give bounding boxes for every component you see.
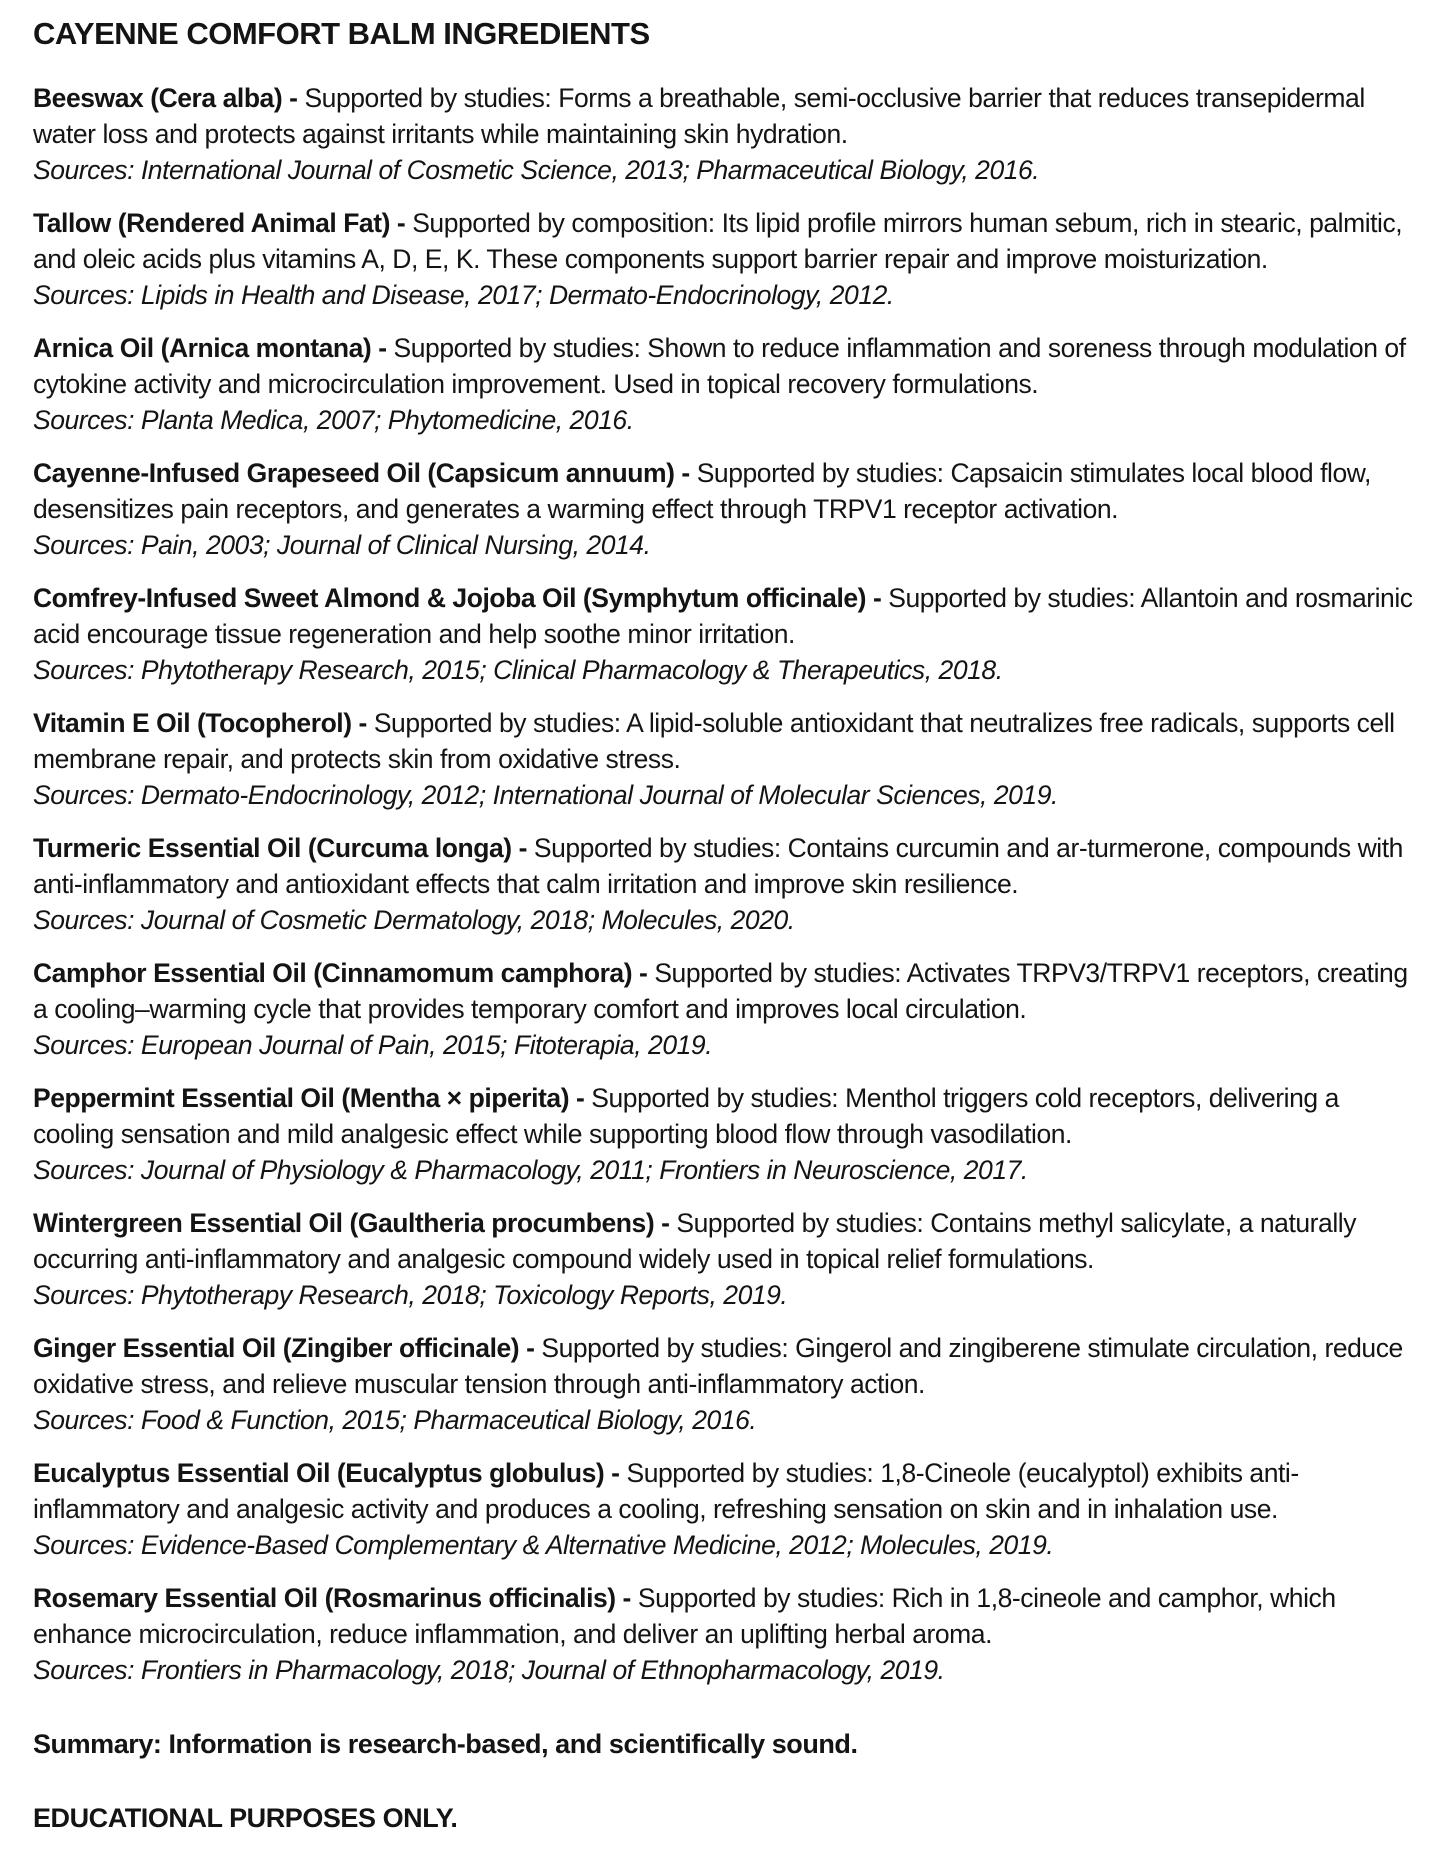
page-title: CAYENNE COMFORT BALM INGREDIENTS	[33, 16, 650, 51]
ingredient-description: Supported by studies: Activates TRPV3/TRPV1 receptors, creating a cooling–warming cycle that provides temporary comfort and improves local circulation.	[33, 958, 1408, 1024]
ingredient-entry	[33, 1205, 1417, 1313]
ingredient-name: Cayenne-Infused Grapeseed Oil (Capsicum annuum) -	[33, 458, 690, 488]
ingredient-description: Supported by studies: Allantoin and rosmarinic acid encourage tissue regeneration and help soothe minor irritation.	[33, 583, 1413, 649]
ingredient-description: Supported by studies: A lipid-soluble antioxidant that neutralizes free radicals, supports cell membrane repair, and protects skin from oxidative stress.	[33, 708, 1395, 774]
ingredient-entry	[33, 330, 1417, 438]
ingredient-sources: Sources: Pain, 2003; Journal of Clinical Nursing, 2014.	[33, 530, 651, 560]
ingredient-entry	[33, 1330, 1417, 1438]
ingredient-sources: Sources: Phytotherapy Research, 2018; Toxicology Reports, 2019.	[33, 1280, 788, 1310]
ingredient-entry	[33, 1580, 1417, 1688]
ingredient-sources: Sources: Planta Medica, 2007; Phytomedicine, 2016.	[33, 405, 634, 435]
ingredient-name: Turmeric Essential Oil (Curcuma longa) -	[33, 833, 527, 863]
ingredient-description: Supported by composition: Its lipid profile mirrors human sebum, rich in stearic, palmitic, and oleic acids plus vitamins A, D, E, K. These components support barrier repair and improve moisturization.	[33, 208, 1403, 274]
ingredient-sources: Sources: International Journal of Cosmetic Science, 2013; Pharmaceutical Biology, 2016.	[33, 155, 1040, 185]
summary-statement: Summary: Information is research-based, and scientifically sound.	[33, 1729, 858, 1759]
ingredient-entry	[33, 705, 1417, 813]
ingredient-entry	[33, 1080, 1417, 1188]
ingredient-sources: Sources: Journal of Physiology & Pharmacology, 2011; Frontiers in Neuroscience, 2017.	[33, 1155, 1028, 1185]
ingredient-sources: Sources: Food & Function, 2015; Pharmaceutical Biology, 2016.	[33, 1405, 757, 1435]
ingredient-name: Rosemary Essential Oil (Rosmarinus officinalis) -	[33, 1583, 631, 1613]
ingredient-description: Supported by studies: Rich in 1,8-cineole and camphor, which enhance microcirculation, reduce inflammation, and deliver an uplifting herbal aroma.	[33, 1583, 1336, 1649]
ingredient-name: Peppermint Essential Oil (Mentha × piperita) -	[33, 1083, 585, 1113]
ingredient-description: Supported by studies: Capsaicin stimulates local blood flow, desensitizes pain receptors, and generates a warming effect through TRPV1 receptor activation.	[33, 458, 1371, 524]
ingredient-entry	[33, 1455, 1417, 1563]
ingredient-description: Supported by studies: Gingerol and zingiberene stimulate circulation, reduce oxidative stress, and relieve muscular tension through anti-inflammatory action.	[33, 1333, 1403, 1399]
ingredient-name: Comfrey-Infused Sweet Almond & Jojoba Oil (Symphytum officinale) -	[33, 583, 882, 613]
ingredient-name: Vitamin E Oil (Tocopherol) -	[33, 708, 367, 738]
ingredient-entry	[33, 205, 1417, 313]
ingredient-entry	[33, 80, 1417, 188]
disclaimer-statement: EDUCATIONAL PURPOSES ONLY.	[33, 1803, 458, 1833]
ingredient-name: Beeswax (Cera alba) -	[33, 83, 298, 113]
ingredient-sources: Sources: Dermato-Endocrinology, 2012; International Journal of Molecular Sciences, 2019.	[33, 780, 1058, 810]
ingredient-name: Arnica Oil (Arnica montana) -	[33, 333, 387, 363]
ingredient-description: Supported by studies: 1,8-Cineole (eucalyptol) exhibits anti-inflammatory and analgesic activity and produces a cooling, refreshing sensation on skin and in inhalation use.	[33, 1458, 1299, 1524]
ingredient-name: Eucalyptus Essential Oil (Eucalyptus globulus) -	[33, 1458, 620, 1488]
ingredient-sources: Sources: Journal of Cosmetic Dermatology, 2018; Molecules, 2020.	[33, 905, 795, 935]
ingredient-name: Wintergreen Essential Oil (Gaultheria procumbens) -	[33, 1208, 670, 1238]
ingredient-description: Supported by studies: Forms a breathable, semi-occlusive barrier that reduces transepidermal water loss and protects against irritants while maintaining skin hydration.	[33, 83, 1365, 149]
ingredient-sources: Sources: Phytotherapy Research, 2015; Clinical Pharmacology & Therapeutics, 2018.	[33, 655, 1003, 685]
ingredient-name: Tallow (Rendered Animal Fat) -	[33, 208, 406, 238]
ingredient-sources: Sources: Lipids in Health and Disease, 2017; Dermato-Endocrinology, 2012.	[33, 280, 894, 310]
ingredient-entry	[33, 830, 1417, 938]
ingredient-entry	[33, 580, 1417, 688]
ingredient-entry	[33, 955, 1417, 1063]
ingredient-name: Ginger Essential Oil (Zingiber officinale) -	[33, 1333, 535, 1363]
ingredient-entry	[33, 455, 1417, 563]
ingredient-sources: Sources: Evidence-Based Complementary & Alternative Medicine, 2012; Molecules, 2019.	[33, 1530, 1054, 1560]
ingredient-name: Camphor Essential Oil (Cinnamomum camphora) -	[33, 958, 648, 988]
ingredient-description: Supported by studies: Menthol triggers cold receptors, delivering a cooling sensation and mild analgesic effect while supporting blood flow through vasodilation.	[33, 1083, 1339, 1149]
ingredient-description: Supported by studies: Contains methyl salicylate, a naturally occurring anti-inflammatory and analgesic compound widely used in topical relief formulations.	[33, 1208, 1357, 1274]
ingredient-description: Supported by studies: Shown to reduce inflammation and soreness through modulation of cytokine activity and microcirculation improvement. Used in topical recovery formulations.	[33, 333, 1406, 399]
ingredient-description: Supported by studies: Contains curcumin and ar-turmerone, compounds with anti-inflammatory and antioxidant effects that calm irritation and improve skin resilience.	[33, 833, 1403, 899]
ingredient-sources: Sources: Frontiers in Pharmacology, 2018; Journal of Ethnopharmacology, 2019.	[33, 1655, 945, 1685]
ingredient-sources: Sources: European Journal of Pain, 2015; Fitoterapia, 2019.	[33, 1030, 713, 1060]
